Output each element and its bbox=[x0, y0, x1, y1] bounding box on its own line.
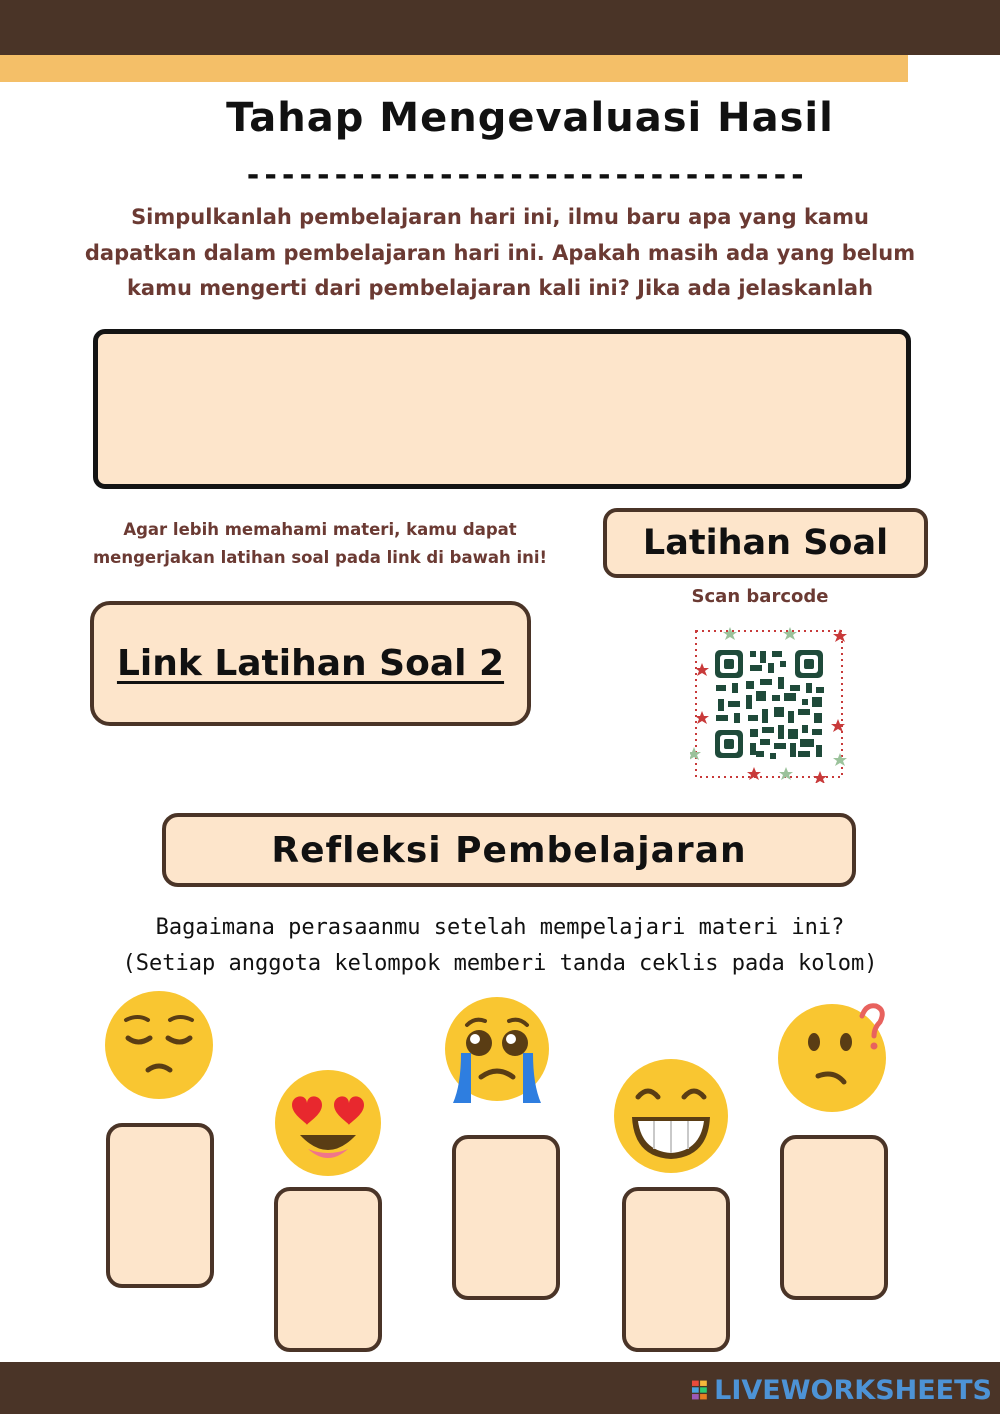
mood-checkbox-1[interactable] bbox=[106, 1123, 214, 1288]
practice-hint-line: mengerjakan latihan soal pada link di bawah ini! bbox=[92, 548, 548, 567]
page-title: Tahap Mengevaluasi Hasil bbox=[226, 95, 834, 141]
summary-answer-box[interactable] bbox=[93, 329, 911, 489]
mood-checkbox-4[interactable] bbox=[622, 1187, 730, 1352]
accent-stripe bbox=[0, 55, 908, 82]
reflection-heading: Refleksi Pembelajaran bbox=[162, 813, 856, 887]
reflection-question-line: (Setiap anggota kelompok memberi tanda ceklis pada kolom) bbox=[122, 951, 878, 976]
liveworksheets-mark-icon bbox=[692, 1376, 708, 1404]
pensive-face-icon bbox=[104, 990, 214, 1104]
practice-hint bbox=[90, 516, 550, 572]
practice-link[interactable]: Link Latihan Soal 2 bbox=[116, 643, 505, 684]
reflection-question bbox=[60, 910, 940, 982]
latihan-soal-label: Latihan Soal bbox=[603, 508, 928, 578]
instruction-line: dapatkan dalam pembelajaran hari ini. Apakah masih ada yang belum bbox=[84, 240, 916, 265]
confused-face-icon bbox=[776, 1000, 894, 1118]
scan-barcode-label: Scan barcode bbox=[691, 586, 829, 607]
crying-face-icon bbox=[441, 995, 553, 1111]
title-divider: -------------------------------- bbox=[244, 158, 806, 193]
instruction-line: Simpulkanlah pembelajaran hari ini, ilmu baru apa yang kamu bbox=[131, 205, 869, 229]
reflection-question-line: Bagaimana perasaanmu setelah mempelajari materi ini? bbox=[155, 915, 845, 940]
qr-code[interactable] bbox=[690, 625, 848, 783]
liveworksheets-brand: LIVEWORKSHEETS bbox=[714, 1374, 992, 1406]
liveworksheets-logo bbox=[692, 1374, 992, 1406]
instruction-text bbox=[80, 200, 920, 307]
practice-link-button[interactable] bbox=[90, 601, 531, 726]
heart-eyes-face-icon bbox=[274, 1069, 382, 1181]
grinning-face-icon bbox=[612, 1057, 730, 1179]
mood-checkbox-3[interactable] bbox=[452, 1135, 560, 1300]
practice-hint-line: Agar lebih memahami materi, kamu dapat bbox=[123, 520, 517, 539]
mood-checkbox-5[interactable] bbox=[780, 1135, 888, 1300]
top-header-bar bbox=[0, 0, 1000, 55]
mood-checkbox-2[interactable] bbox=[274, 1187, 382, 1352]
instruction-line: kamu mengerti dari pembelajaran kali ini? Jika ada jelaskanlah bbox=[126, 276, 874, 300]
